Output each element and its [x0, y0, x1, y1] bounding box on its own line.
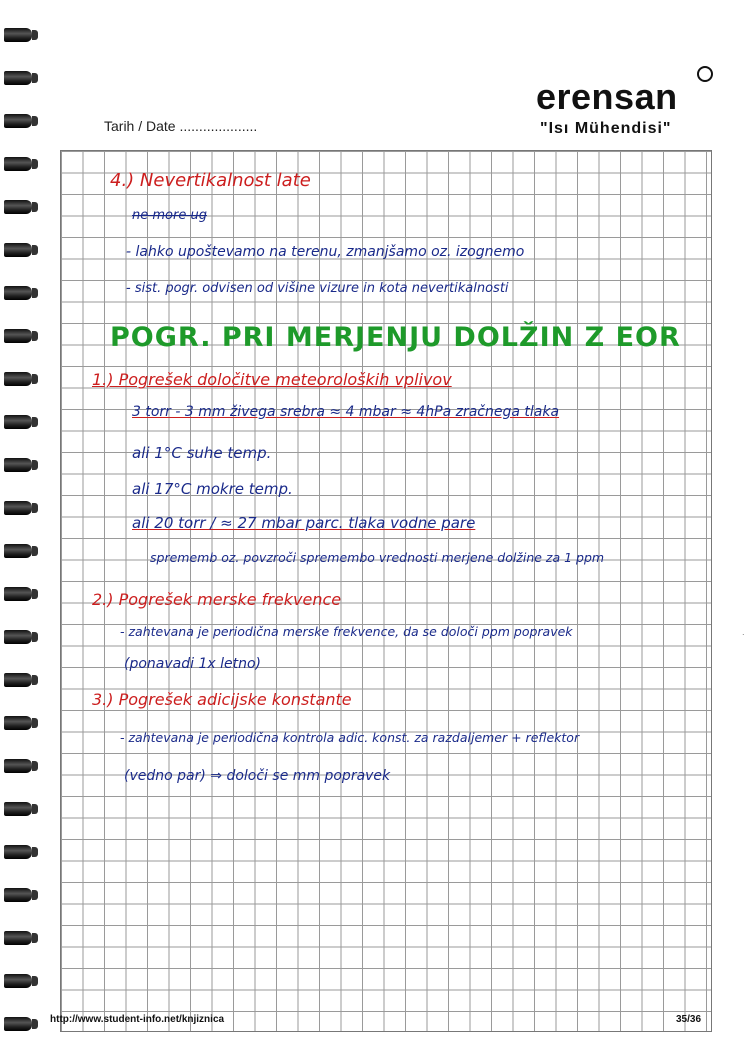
date-label: Tarih / Date ....................: [104, 118, 258, 134]
company-slogan: "Isı Mühendisi": [540, 120, 672, 137]
binding-ring-icon: [4, 587, 32, 601]
section1-line1: 3 torr - 3 mm živega srebra ≈ 4 mbar ≈ 4hPa zračnega tlaka: [132, 404, 560, 420]
item4-strikethrough: ne more ug: [132, 208, 207, 223]
binding-ring-icon: [4, 501, 32, 515]
section2-line1: - zahtevana je periodična merske frekvence, da se določi ppm popravek: [120, 624, 573, 639]
binding-ring-icon: [4, 888, 32, 902]
binding-ring-icon: [4, 673, 32, 687]
binding-ring-icon: [4, 157, 32, 171]
section1-line5: sprememb oz. povzroči spremembo vrednosti merjene dolžine za 1 ppm: [150, 550, 605, 565]
section-heading: POGR. PRI MERJENJU DOLŽIN Z EOR: [110, 322, 681, 353]
binding-ring-icon: [4, 71, 32, 85]
binding-ring-icon: [4, 716, 32, 730]
binding-ring-icon: [4, 544, 32, 558]
logo-ring-icon: [697, 66, 713, 82]
binding-ring-icon: [4, 28, 32, 42]
binding-ring-icon: [4, 372, 32, 386]
section3-line1: - zahtevana je periodična kontrola adic. konst. za razdaljemer + reflektor: [120, 730, 580, 745]
binding-ring-icon: [4, 114, 32, 128]
binding-ring-icon: [4, 1017, 32, 1031]
binding-ring-icon: [4, 243, 32, 257]
section1-title: 1.) Pogrešek določitve meteoroloških vplivov: [92, 370, 452, 389]
margin-mark: .: [742, 628, 745, 637]
section3-title: 3.) Pogrešek adicijske konstante: [92, 690, 352, 709]
item4-line2: - sist. pogr. odvisen od višine vizure in kota nevertikalnosti: [126, 281, 509, 296]
binding-ring-icon: [4, 974, 32, 988]
item4-title: 4.) Nevertikalnost late: [110, 170, 311, 191]
binding-ring-icon: [4, 759, 32, 773]
binding-ring-icon: [4, 200, 32, 214]
company-logo: erensan: [536, 76, 678, 117]
binding-ring-icon: [4, 458, 32, 472]
section2-line2: (ponavadi 1x letno): [124, 656, 261, 672]
spiral-binding: [0, 0, 40, 1061]
binding-ring-icon: [4, 845, 32, 859]
footer-url: http://www.student-info.net/knjiznica: [50, 1014, 225, 1025]
binding-ring-icon: [4, 802, 32, 816]
binding-ring-icon: [4, 286, 32, 300]
binding-ring-icon: [4, 329, 32, 343]
section1-line3: ali 17°C mokre temp.: [132, 480, 293, 498]
section1-line2: ali 1°C suhe temp.: [132, 444, 272, 462]
section2-title: 2.) Pogrešek merske frekvence: [92, 590, 342, 609]
section3-line2: (vedno par) ⇒ določi se mm popravek: [124, 768, 391, 784]
binding-ring-icon: [4, 931, 32, 945]
page-number: 35/36: [676, 1014, 702, 1025]
binding-ring-icon: [4, 415, 32, 429]
section1-line4: ali 20 torr / ≈ 27 mbar parc. tlaka vodne pare: [132, 514, 476, 532]
item4-line1: - lahko upoštevamo na terenu, zmanjšamo oz. izognemo: [126, 244, 525, 260]
binding-ring-icon: [4, 630, 32, 644]
